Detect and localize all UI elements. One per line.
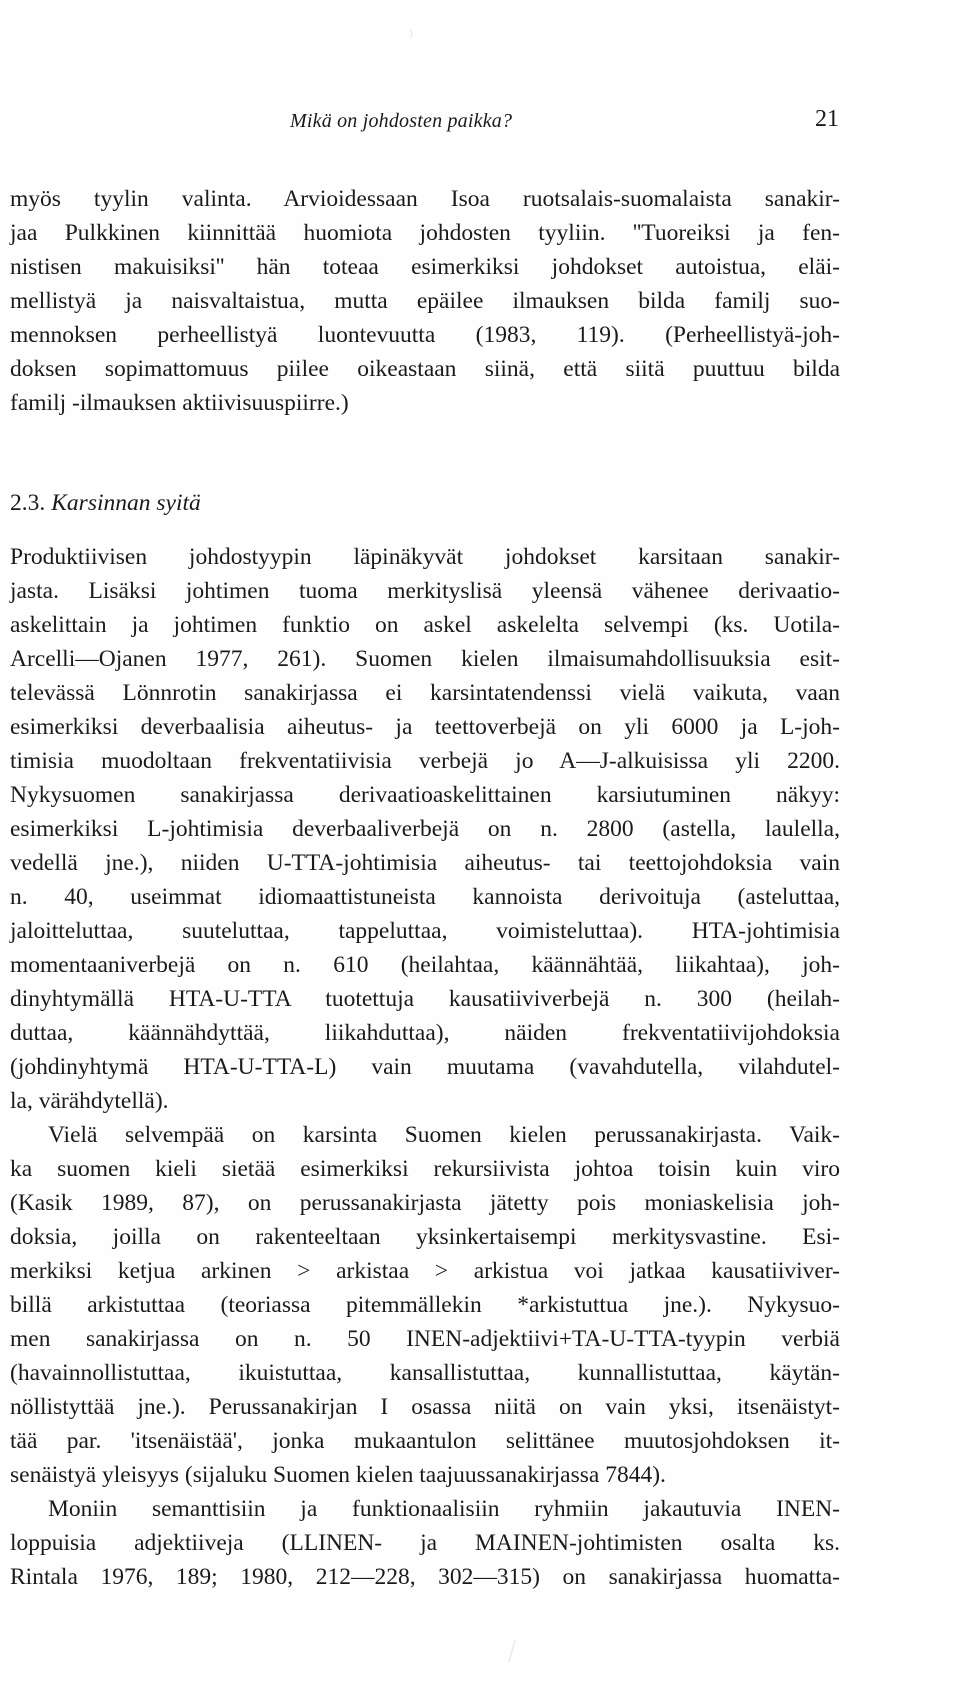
text-line: mellistyä ja naisvaltaistua, mutta epäilee ilmauksen bilda familj suo- [10, 288, 840, 314]
text-line: ka suomen kieli sietää esimerkiksi rekursiivista johtoa toisin kuin viro [10, 1156, 840, 1182]
text-line: senäistyä yleisyys (sijaluku Suomen kielen taajuussanakirjassa 7844). [10, 1462, 666, 1488]
text-line: familj -ilmauksen aktiivisuuspiirre.) [10, 390, 349, 416]
text-line: Produktiivisen johdostyypin läpinäkyvät johdokset karsitaan sanakir- [10, 544, 840, 570]
text-line: tää par. 'itsenäistää', jonka mukaantulon selittänee muutosjohdoksen it- [10, 1428, 840, 1454]
text-line: jaloitteluttaa, suuteluttaa, tappeluttaa, voimisteluttaa). HTA-johtimisia [10, 918, 840, 944]
text-line: dinyhtymällä HTA-U-TTA tuotettuja kausatiiviverbejä n. 300 (heilah- [10, 986, 840, 1012]
text-line: Nykysuomen sanakirjassa derivaatioaskelittainen karsiutuminen näkyy: [10, 782, 840, 808]
text-line: vedellä jne.), niiden U-TTA-johtimisia aiheutus- tai teettojohdoksia vain [10, 850, 840, 876]
text-line: Moniin semanttisiin ja funktionaalisiin ryhmiin jakautuvia INEN- [48, 1496, 840, 1522]
text-line: myös tyylin valinta. Arvioidessaan Isoa ruotsalais-suomalaista sanakir- [10, 186, 840, 212]
text-line: (johdinyhtymä HTA-U-TTA-L) vain muutama (vavahdutella, vilahdutel- [10, 1054, 840, 1080]
scan-speck [410, 30, 412, 38]
text-line: n. 40, useimmat idiomaattistuneista kannoista derivoituja (asteluttaa, [10, 884, 840, 910]
text-line: duttaa, käännähdyttää, liikahduttaa), näiden frekventatiivijohdoksia [10, 1020, 840, 1046]
text-line: (havainnollistuttaa, ikuistuttaa, kansallistuttaa, kunnallistuttaa, käytän- [10, 1360, 840, 1386]
section-number: 2.3. [10, 490, 46, 516]
text-line: esimerkiksi L-johtimisia deverbaaliverbejä on n. 2800 (astella, laulella, [10, 816, 840, 842]
section-title: Karsinnan syitä [51, 490, 201, 516]
text-line: la, värähdytellä). [10, 1088, 169, 1114]
scan-speck [509, 1640, 515, 1662]
text-line: esimerkiksi deverbaalisia aiheutus- ja teettoverbejä on yli 6000 ja L-joh- [10, 714, 840, 740]
page-number: 21 [815, 106, 839, 132]
text-line: loppuisia adjektiiveja (LLINEN- ja MAINEN-johtimisten osalta ks. [10, 1530, 840, 1556]
text-line: jasta. Lisäksi johtimen tuoma merkityslisä yleensä vähenee derivaatio- [10, 578, 840, 604]
text-line: televässä Lönnrotin sanakirjassa ei karsintatendenssi vielä vaikuta, vaan [10, 680, 840, 706]
running-title: Mikä on johdosten paikka? [290, 110, 513, 132]
text-line: askelittain ja johtimen funktio on askel askelelta selvempi (ks. Uotila- [10, 612, 840, 638]
text-line: timisia muodoltaan frekventatiivisia verbejä jo A—J-alkuisissa yli 2200. [10, 748, 840, 774]
text-line: Rintala 1976, 189; 1980, 212—228, 302—315) on sanakirjassa huomatta- [10, 1564, 840, 1590]
text-line: merkiksi ketjua arkinen > arkistaa > arkistua voi jatkaa kausatiiviver- [10, 1258, 840, 1284]
text-line: mennoksen perheellistyä luontevuutta (1983, 119). (Perheellistyä-joh- [10, 322, 840, 348]
text-line: nistisen makuisiksi'' hän toteaa esimerkiksi johdokset autoistua, eläi- [10, 254, 840, 280]
text-line: jaa Pulkkinen kiinnittää huomiota johdosten tyyliin. ''Tuoreiksi ja fen- [10, 220, 840, 246]
text-line: nöllistyttää jne.). Perussanakirjan I osassa niitä on vain yksi, itsenäistyt- [10, 1394, 840, 1420]
text-line: billä arkistuttaa (teoriassa pitemmällekin *arkistuttua jne.). Nykysuo- [10, 1292, 840, 1318]
text-line: (Kasik 1989, 87), on perussanakirjasta jätetty pois moniaskelisia joh- [10, 1190, 840, 1216]
text-line: Vielä selvempää on karsinta Suomen kielen perussanakirjasta. Vaik- [48, 1122, 840, 1148]
text-line: men sanakirjassa on n. 50 INEN-adjektiivi+TA-U-TTA-tyypin verbiä [10, 1326, 840, 1352]
section-heading [10, 486, 201, 520]
text-line: doksia, joilla on rakenteeltaan yksinkertaisempi merkitysvastine. Esi- [10, 1224, 840, 1250]
text-line: momentaaniverbejä on n. 610 (heilahtaa, käännähtää, liikahtaa), joh- [10, 952, 840, 978]
text-line: Arcelli—Ojanen 1977, 261). Suomen kielen ilmaisumahdollisuuksia esit- [10, 646, 840, 672]
text-line: doksen sopimattomuus piilee oikeastaan siinä, että siitä puuttuu bilda [10, 356, 840, 382]
